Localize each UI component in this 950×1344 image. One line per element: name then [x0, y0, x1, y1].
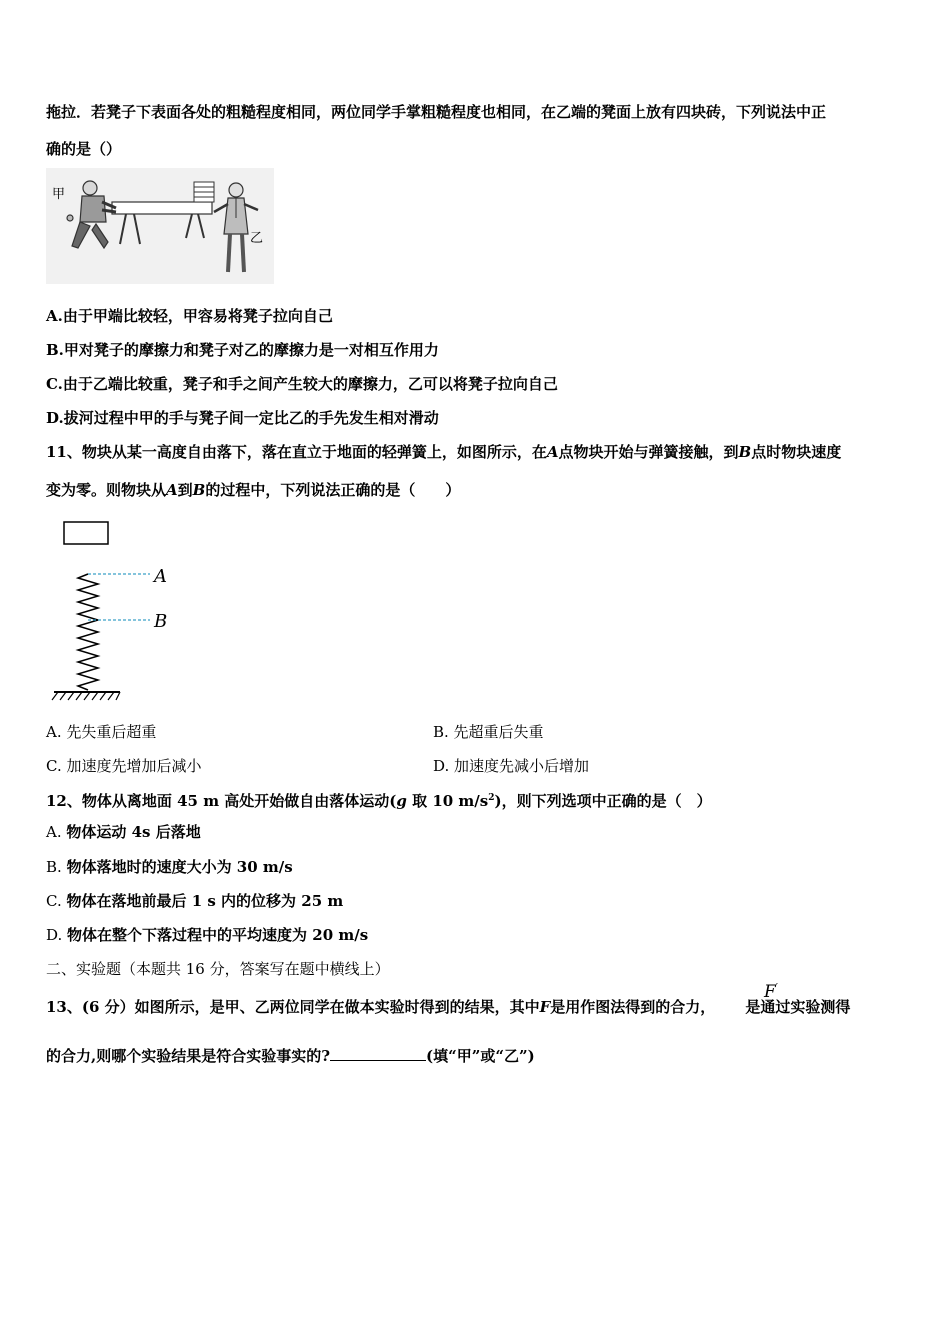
answer-blank[interactable] — [330, 1046, 426, 1061]
q12-option-d: D. 物体在整个下落过程中的平均速度为 20 m/s — [46, 926, 369, 944]
q11-stem-line1: 11、物块从某一高度自由落下，落在直立于地面的轻弹簧上，如图所示，在A点物块开始与弹簧接触，到B点时物块速度 — [46, 443, 842, 461]
q10-stem-line1: 拖拉．若凳子下表面各处的粗糙程度相同，两位同学手掌粗糙程度也相同，在乙端的凳面上放有四块砖，下列说法中正 — [46, 103, 827, 121]
q11-spring-figure — [46, 516, 196, 704]
section2-title: 二、实验题（本题共 16 分，答案写在题中横线上） — [46, 960, 390, 978]
q10-option-b: B.甲对凳子的摩擦力和凳子对乙的摩擦力是一对相互作用力 — [46, 341, 439, 359]
q11-option-c: C. 加速度先增加后减小 — [46, 757, 202, 775]
q13-stem-line1: 13、(6 分）如图所示，是甲、乙两位同学在做本实验时得到的结果，其中F是用作图法得到的合力， 是通过实验测得 — [46, 998, 851, 1016]
bricks — [194, 182, 214, 202]
q12-stem: 12、物体从离地面 45 m 高处开始做自由落体运动(g 取 10 $m/s^2$)，则下列选项中正确的是（ ） — [46, 792, 712, 810]
q13-stem-line2: 的合力,则哪个实验结果是符合实验事实的? (填“甲”或“乙”) — [46, 1047, 535, 1065]
spring — [78, 574, 98, 690]
ground-hatch — [52, 692, 120, 700]
q10-option-d: D.拔河过程中甲的手与凳子间一定比乙的手先发生相对滑动 — [46, 409, 439, 427]
q11-option-a: A. 先失重后超重 — [46, 723, 157, 741]
q10-stem-line2: 确的是（） — [46, 140, 122, 158]
block — [64, 522, 108, 544]
q12-option-a: A. 物体运动 4s 后落地 — [46, 823, 201, 841]
q11-option-b: B. 先超重后失重 — [433, 723, 544, 741]
q11-stem-line2: 变为零。则物块从A到B的过程中，下列说法正确的是（ ） — [46, 481, 461, 499]
q12-option-b: B. 物体落地时的速度大小为 30 m/s — [46, 858, 293, 876]
label-yi: 乙 — [250, 231, 264, 246]
q12-option-c: C. 物体在落地前最后 1 s 内的位移为 25 m — [46, 892, 344, 910]
label-jia: 甲 — [52, 187, 66, 202]
q10-bench-figure — [46, 168, 274, 284]
bench-top — [112, 202, 212, 214]
q10-option-a: A.由于甲端比较轻，甲容易将凳子拉向自己 — [46, 307, 333, 325]
q13-f-prime: F′ — [764, 982, 779, 1002]
q11-option-d: D. 加速度先减小后增加 — [433, 757, 590, 775]
label-a: A — [154, 566, 167, 587]
label-b: B — [154, 611, 168, 632]
q10-option-c: C.由于乙端比较重，凳子和手之间产生较大的摩擦力，乙可以将凳子拉向自己 — [46, 375, 558, 393]
